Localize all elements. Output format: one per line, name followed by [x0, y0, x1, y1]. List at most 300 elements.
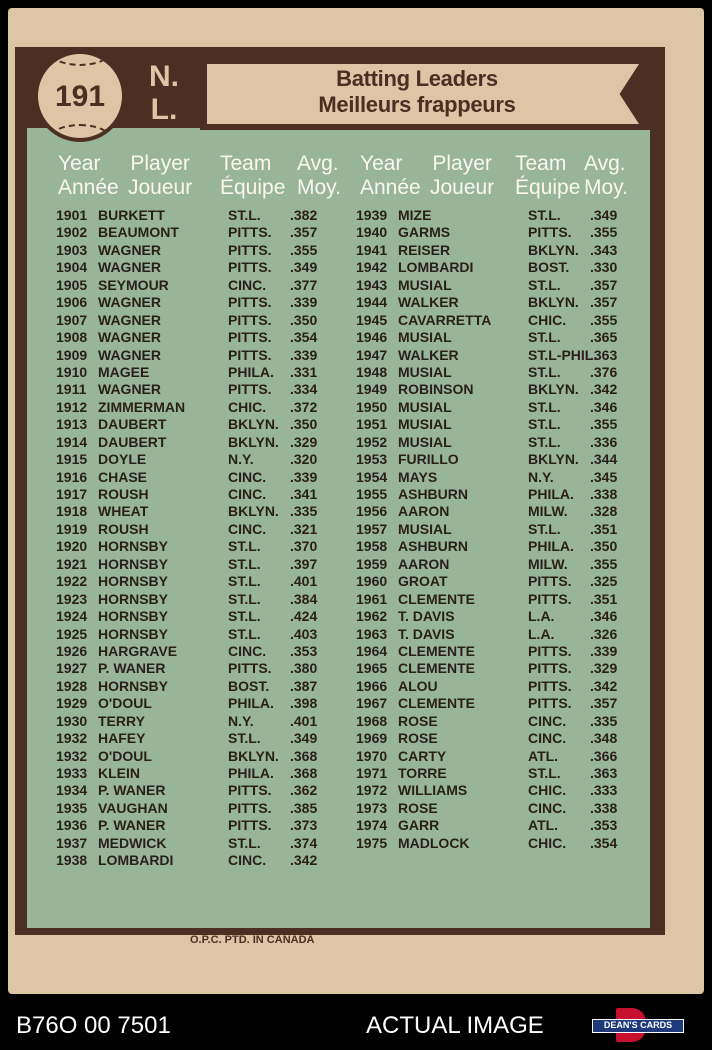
row-team: PITTS. — [528, 660, 572, 677]
table-row — [356, 678, 646, 695]
row-year: 1910 — [56, 363, 88, 380]
table-row — [356, 800, 646, 817]
row-avg: .373 — [290, 817, 318, 834]
row-year: 1955 — [356, 486, 388, 502]
row-team: CHIC. — [228, 398, 267, 415]
row-team: ST.L. — [228, 625, 261, 642]
table-row — [56, 765, 326, 782]
row-team: PHILA. — [228, 363, 274, 380]
table-row — [356, 608, 646, 625]
left-column — [56, 207, 326, 870]
row-avg: .387 — [290, 677, 318, 694]
row-avg: .329 — [290, 433, 318, 450]
table-row — [56, 399, 326, 416]
row-year: 1907 — [56, 311, 88, 328]
table-row — [356, 277, 646, 294]
row-player: MUSIAL — [398, 520, 452, 537]
row-year: 1947 — [356, 346, 388, 363]
row-year: 1966 — [356, 677, 388, 694]
row-avg: .353 — [290, 642, 318, 659]
row-player: AARON — [398, 503, 450, 520]
row-avg: .339 — [590, 642, 618, 659]
row-avg: .357 — [290, 224, 318, 241]
row-year: 1938 — [56, 852, 88, 869]
row-team: ATL. — [528, 747, 559, 764]
row-avg: .320 — [290, 451, 318, 468]
row-player: WHEAT — [98, 503, 149, 520]
table-row — [56, 503, 326, 520]
row-team: BKLYN. — [228, 503, 279, 520]
row-avg: .384 — [290, 590, 318, 607]
row-avg: .335 — [590, 712, 618, 729]
row-avg: .368 — [290, 765, 318, 781]
row-player: MUSIAL — [398, 416, 452, 433]
row-year: 1960 — [356, 573, 388, 590]
row-year: 1904 — [56, 259, 88, 276]
row-avg: .377 — [290, 276, 318, 293]
row-year: 1919 — [56, 520, 88, 537]
row-team: PITTS. — [228, 799, 272, 816]
header-player: Player Joueur — [128, 152, 193, 199]
row-year: 1962 — [356, 608, 388, 625]
row-year: 1906 — [56, 294, 88, 311]
row-avg: .401 — [290, 573, 318, 590]
row-year: 1918 — [56, 503, 88, 520]
row-avg: .339 — [290, 294, 318, 311]
row-player: WAGNER — [98, 241, 161, 258]
row-year: 1952 — [356, 433, 388, 450]
row-year: 1967 — [356, 695, 388, 712]
table-row — [56, 695, 326, 712]
row-avg: .370 — [290, 538, 318, 555]
printer-note: O.P.C. PTD. IN CANADA — [190, 934, 315, 946]
row-year: 1972 — [356, 782, 388, 799]
row-team: CINC. — [528, 730, 567, 747]
row-team: PHILA. — [528, 538, 574, 555]
row-player: GARMS — [398, 224, 451, 241]
row-team: ATL. — [528, 817, 559, 834]
table-row — [356, 748, 646, 765]
row-player: ROBINSON — [398, 381, 474, 398]
table-row — [356, 626, 646, 643]
row-year: 1901 — [56, 207, 88, 223]
row-player: O'DOUL — [98, 747, 152, 764]
table-row — [356, 573, 646, 590]
row-year: 1915 — [56, 451, 88, 468]
row-player: O'DOUL — [98, 695, 152, 712]
row-team: PITTS. — [228, 381, 272, 398]
table-row — [356, 695, 646, 712]
row-year: 1932 — [56, 747, 88, 764]
row-player: WALKER — [398, 346, 459, 363]
row-player: LOMBARDI — [98, 852, 174, 869]
row-avg: .355 — [590, 416, 618, 433]
row-year: 1942 — [356, 259, 388, 276]
row-avg: .328 — [590, 503, 618, 520]
row-avg: .382 — [290, 207, 318, 223]
row-avg: .346 — [590, 398, 618, 415]
row-player: HARGRAVE — [98, 642, 178, 659]
row-player: LOMBARDI — [398, 259, 474, 276]
baseball-icon — [34, 50, 126, 142]
row-team: BKLYN. — [228, 416, 279, 433]
row-team: PITTS. — [228, 782, 272, 799]
table-row — [356, 451, 646, 468]
table-row — [56, 556, 326, 573]
row-player: AARON — [398, 555, 450, 572]
header-player: Player Joueur — [430, 152, 495, 199]
row-player: MUSIAL — [398, 433, 452, 450]
row-avg: .363 — [590, 765, 618, 781]
row-avg: .333 — [590, 782, 618, 799]
row-year: 1959 — [356, 555, 388, 572]
row-player: HORNSBY — [98, 538, 169, 555]
table-row — [356, 835, 646, 852]
row-avg: .336 — [590, 433, 618, 450]
row-avg: .357 — [590, 276, 618, 293]
table-row — [56, 242, 326, 259]
row-avg: .403 — [290, 625, 318, 642]
row-year: 1953 — [356, 451, 388, 468]
row-year: 1922 — [56, 573, 88, 590]
row-team: BKLYN. — [528, 241, 579, 258]
row-year: 1951 — [356, 416, 388, 433]
table-row — [56, 538, 326, 555]
league-letter: L. — [150, 93, 178, 126]
header-avg: Avg. Moy. — [297, 152, 341, 199]
title-english: Batting Leaders — [336, 66, 498, 91]
row-player: MADLOCK — [398, 834, 470, 851]
table-row — [56, 207, 326, 224]
table-row — [356, 469, 646, 486]
table-row — [56, 364, 326, 381]
row-team: PITTS. — [228, 329, 272, 346]
row-team: PITTS. — [528, 590, 572, 607]
table-row — [356, 364, 646, 381]
row-year: 1975 — [356, 834, 388, 851]
table-row — [356, 556, 646, 573]
row-team: PITTS. — [228, 241, 272, 258]
row-player: CHASE — [98, 468, 148, 485]
row-team: L.A. — [528, 625, 555, 642]
table-row — [56, 800, 326, 817]
row-avg: .354 — [590, 834, 618, 851]
row-avg: .351 — [590, 520, 618, 537]
row-player: WAGNER — [98, 381, 161, 398]
table-row — [356, 591, 646, 608]
row-team: ST.L. — [528, 433, 561, 450]
row-avg: .397 — [290, 555, 318, 572]
table-row — [56, 713, 326, 730]
row-player: ASHBURN — [398, 538, 468, 555]
league-label — [136, 60, 192, 126]
row-year: 1963 — [356, 625, 388, 642]
card-code: B76O 00 7501 — [16, 1012, 171, 1039]
row-player: CLEMENTE — [398, 590, 475, 607]
row-player: P. WANER — [98, 782, 166, 799]
row-player: ROSE — [398, 799, 438, 816]
row-team: PITTS. — [228, 294, 272, 311]
table-row — [56, 312, 326, 329]
row-avg: .326 — [590, 625, 618, 642]
row-year: 1940 — [356, 224, 388, 241]
table-row — [356, 416, 646, 433]
header-team: Team Équipe — [220, 152, 286, 199]
row-year: 1914 — [56, 433, 88, 450]
table-row — [356, 312, 646, 329]
row-player: KLEIN — [98, 765, 140, 781]
table-row — [356, 347, 646, 364]
row-player: VAUGHAN — [98, 799, 168, 816]
table-row — [56, 730, 326, 747]
row-team: ST.L. — [528, 765, 561, 781]
row-player: GARR — [398, 817, 440, 834]
title-french: Meilleurs frappeurs — [318, 92, 516, 117]
row-team: CINC. — [228, 520, 267, 537]
table-row — [56, 626, 326, 643]
row-player: GROAT — [398, 573, 448, 590]
row-year: 1913 — [56, 416, 88, 433]
row-avg: .330 — [590, 259, 618, 276]
table-row — [56, 381, 326, 398]
row-year: 1929 — [56, 695, 88, 712]
row-year: 1968 — [356, 712, 388, 729]
row-player: MUSIAL — [398, 329, 452, 346]
row-player: ROSE — [398, 730, 438, 747]
row-year: 1933 — [56, 765, 88, 781]
row-team: ST.L. — [528, 207, 561, 223]
row-avg: .345 — [590, 468, 618, 485]
row-team: BKLYN. — [228, 747, 279, 764]
row-year: 1925 — [56, 625, 88, 642]
row-year: 1928 — [56, 677, 88, 694]
right-column — [356, 207, 646, 852]
row-year: 1958 — [356, 538, 388, 555]
table-row — [356, 242, 646, 259]
row-avg: .329 — [590, 660, 618, 677]
row-year: 1971 — [356, 765, 388, 781]
row-team: CINC. — [528, 799, 567, 816]
row-player: BEAUMONT — [98, 224, 179, 241]
row-team: ST.L. — [228, 573, 261, 590]
row-year: 1969 — [356, 730, 388, 747]
row-team: CINC. — [228, 486, 267, 502]
row-team: CINC. — [228, 468, 267, 485]
row-year: 1954 — [356, 468, 388, 485]
row-player: FURILLO — [398, 451, 459, 468]
row-team: CHIC. — [528, 782, 567, 799]
row-team: N.Y. — [228, 451, 254, 468]
row-year: 1948 — [356, 363, 388, 380]
row-player: HORNSBY — [98, 555, 169, 572]
row-avg: .357 — [590, 695, 618, 712]
row-team: BKLYN. — [528, 451, 579, 468]
row-team: PITTS. — [528, 695, 572, 712]
row-team: PITTS. — [228, 817, 272, 834]
row-year: 1945 — [356, 311, 388, 328]
row-year: 1934 — [56, 782, 88, 799]
row-player: WALKER — [398, 294, 459, 311]
row-team: ST.L. — [228, 834, 261, 851]
row-player: TERRY — [98, 712, 145, 729]
row-player: MUSIAL — [398, 363, 452, 380]
row-year: 1923 — [56, 590, 88, 607]
table-row — [56, 329, 326, 346]
row-player: BURKETT — [98, 207, 165, 223]
deans-cards-logo — [592, 1008, 684, 1042]
table-row — [56, 434, 326, 451]
row-year: 1973 — [356, 799, 388, 816]
row-player: DAUBERT — [98, 433, 167, 450]
row-player: ALOU — [398, 677, 438, 694]
row-year: 1970 — [356, 747, 388, 764]
row-team: CINC. — [528, 712, 567, 729]
table-row — [356, 817, 646, 834]
row-player: CARTY — [398, 747, 447, 764]
row-avg: .341 — [290, 486, 318, 502]
row-year: 1930 — [56, 712, 88, 729]
row-year: 1941 — [356, 241, 388, 258]
row-avg: .398 — [290, 695, 318, 712]
row-avg: .339 — [290, 468, 318, 485]
row-player: SEYMOUR — [98, 276, 169, 293]
logo-text: DEAN'S CARDS — [603, 1020, 673, 1030]
row-avg: .363 — [590, 346, 618, 363]
row-player: HORNSBY — [98, 677, 169, 694]
row-year: 1921 — [56, 555, 88, 572]
league-letter: N. — [149, 60, 179, 93]
row-team: PITTS. — [228, 259, 272, 276]
row-year: 1909 — [56, 346, 88, 363]
table-row — [356, 381, 646, 398]
row-team: CINC. — [228, 642, 267, 659]
header-team: Team Équipe — [515, 152, 581, 199]
header-year: Year Année — [360, 152, 421, 199]
row-team: PITTS. — [228, 346, 272, 363]
row-team: PHILA. — [528, 486, 574, 502]
row-player: ZIMMERMAN — [98, 398, 186, 415]
table-row — [56, 416, 326, 433]
table-row — [356, 713, 646, 730]
row-avg: .344 — [590, 451, 618, 468]
row-player: CLEMENTE — [398, 660, 475, 677]
row-player: MAGEE — [98, 363, 150, 380]
row-avg: .351 — [590, 590, 618, 607]
row-avg: .424 — [290, 608, 318, 625]
row-avg: .401 — [290, 712, 318, 729]
table-row — [56, 469, 326, 486]
row-player: T. DAVIS — [398, 625, 455, 642]
row-team: PITTS. — [528, 642, 572, 659]
header-year: Year Année — [58, 152, 119, 199]
row-avg: .355 — [290, 241, 318, 258]
row-team: N.Y. — [228, 712, 254, 729]
row-team: BKLYN. — [528, 381, 579, 398]
table-row — [56, 573, 326, 590]
table-row — [56, 835, 326, 852]
row-player: MIZE — [398, 207, 432, 223]
row-year: 1949 — [356, 381, 388, 398]
row-avg: .368 — [290, 747, 318, 764]
row-player: DOYLE — [98, 451, 147, 468]
table-row — [356, 294, 646, 311]
row-avg: .355 — [590, 311, 618, 328]
row-year: 1932 — [56, 730, 88, 747]
table-row — [56, 451, 326, 468]
row-player: WAGNER — [98, 346, 161, 363]
card-number: 191 — [54, 80, 106, 113]
row-avg: .335 — [290, 503, 318, 520]
row-team: ST.L. — [528, 363, 561, 380]
row-team: ST.L. — [528, 398, 561, 415]
row-avg: .349 — [290, 730, 318, 747]
row-year: 1911 — [56, 381, 87, 398]
row-avg: .350 — [290, 311, 318, 328]
table-row — [356, 259, 646, 276]
table-row — [356, 224, 646, 241]
row-player: HORNSBY — [98, 608, 169, 625]
row-avg: .385 — [290, 799, 318, 816]
table-row — [56, 224, 326, 241]
row-player: REISER — [398, 241, 451, 258]
row-avg: .366 — [590, 747, 618, 764]
row-team: ST.L. — [528, 416, 561, 433]
table-row — [356, 765, 646, 782]
row-avg: .321 — [290, 520, 318, 537]
row-avg: .342 — [590, 677, 618, 694]
table-row — [356, 730, 646, 747]
row-player: WAGNER — [98, 294, 161, 311]
table-row — [56, 521, 326, 538]
row-team: ST.L. — [228, 730, 261, 747]
row-avg: .374 — [290, 834, 318, 851]
table-row — [56, 347, 326, 364]
table-row — [56, 678, 326, 695]
row-team: PITTS. — [528, 677, 572, 694]
header-avg: Avg. Moy. — [584, 152, 628, 199]
actual-image-label: ACTUAL IMAGE — [366, 1012, 544, 1039]
row-team: BKLYN. — [228, 433, 279, 450]
row-year: 1950 — [356, 398, 388, 415]
row-player: HAFEY — [98, 730, 146, 747]
row-avg: .349 — [590, 207, 618, 223]
row-avg: .354 — [290, 329, 318, 346]
row-avg: .339 — [290, 346, 318, 363]
row-player: WAGNER — [98, 259, 161, 276]
row-team: PITTS. — [228, 660, 272, 677]
row-team: ST.L. — [228, 538, 261, 555]
row-avg: .325 — [590, 573, 618, 590]
table-row — [356, 538, 646, 555]
row-year: 1926 — [56, 642, 88, 659]
row-team: PITTS. — [528, 224, 572, 241]
row-team: BOST. — [528, 259, 570, 276]
row-year: 1956 — [356, 503, 388, 520]
row-year: 1920 — [56, 538, 88, 555]
table-row — [56, 294, 326, 311]
row-year: 1917 — [56, 486, 88, 502]
row-year: 1927 — [56, 660, 88, 677]
row-avg: .334 — [290, 381, 318, 398]
row-avg: .343 — [590, 241, 618, 258]
row-year: 1957 — [356, 520, 388, 537]
table-row — [56, 748, 326, 765]
row-year: 1965 — [356, 660, 388, 677]
table-row — [56, 660, 326, 677]
table-row — [356, 486, 646, 503]
row-year: 1943 — [356, 276, 388, 293]
row-player: CLEMENTE — [398, 642, 475, 659]
